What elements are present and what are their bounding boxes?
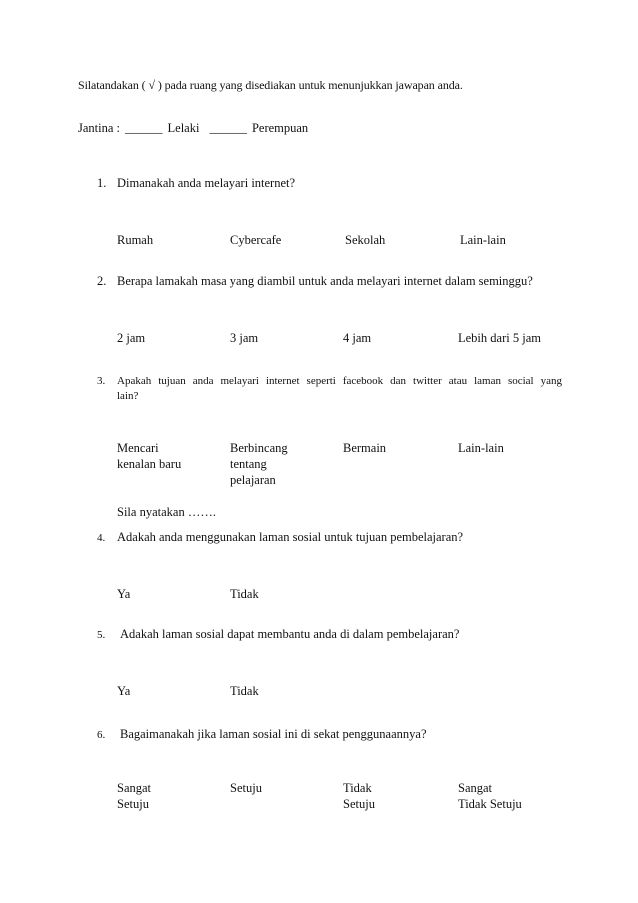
answer-option: Rumah (117, 233, 154, 247)
answer-option: Ya (117, 587, 131, 601)
gender-blank-male: ______ (125, 121, 163, 135)
question-number: 6. (97, 729, 106, 741)
answer-option: 4 jam (343, 331, 372, 345)
question-text: Adakah anda menggunakan laman sosial untuk tujuan pembelajaran? (117, 530, 464, 544)
gender-label: Jantina : (78, 121, 121, 135)
answer-option: Tidak (230, 587, 259, 601)
question-number: 2. (97, 274, 107, 288)
answer-option: Ya (117, 684, 131, 698)
answer-option: Tidak (230, 684, 259, 698)
question-number: 3. (97, 375, 106, 387)
question-text-line-1: Apakah tujuan anda melayari internet seperti facebook dan twitter atau laman social yang (117, 375, 562, 387)
answer-option: Setuju (230, 781, 262, 795)
instruction-text: Silatandakan ( √ ) pada ruang yang disediakan untuk menunjukkan jawapan anda. (78, 78, 463, 92)
gender-option-male: Lelaki (167, 121, 200, 135)
answer-option: Berbincang tentang pelajaran (230, 441, 288, 487)
question-number: 1. (97, 176, 107, 190)
answer-option: Cybercafe (230, 233, 282, 247)
question-text: Berapa lamakah masa yang diambil untuk anda melayari internet dalam seminggu? (117, 274, 533, 288)
question-text-line-2: lain? (117, 390, 139, 402)
question-number: 4. (97, 532, 106, 544)
answer-option: 3 jam (230, 331, 259, 345)
answer-option: Bermain (343, 441, 387, 455)
answer-option: Tidak Setuju (343, 781, 375, 811)
answer-option: Sangat Setuju (117, 781, 152, 811)
answer-option: Sangat Tidak Setuju (458, 781, 522, 811)
question-text: Adakah laman sosial dapat membantu anda di dalam pembelajaran? (120, 627, 460, 641)
other-prompt: Sila nyatakan ……. (117, 505, 216, 519)
answer-option: 2 jam (117, 331, 146, 345)
answer-option: Lain-lain (458, 441, 504, 455)
answer-option: Lebih dari 5 jam (458, 331, 541, 345)
answer-option: Mencari kenalan baru (117, 441, 182, 471)
question-text: Bagaimanakah jika laman sosial ini di sekat penggunaannya? (120, 727, 427, 741)
answer-option: Sekolah (345, 233, 386, 247)
question-text: Dimanakah anda melayari internet? (117, 176, 296, 190)
gender-line (78, 121, 308, 136)
question-number: 5. (97, 629, 106, 641)
answer-option: Lain-lain (460, 233, 506, 247)
gender-blank-female: ______ (209, 121, 247, 135)
gender-option-female: Perempuan (251, 121, 309, 135)
